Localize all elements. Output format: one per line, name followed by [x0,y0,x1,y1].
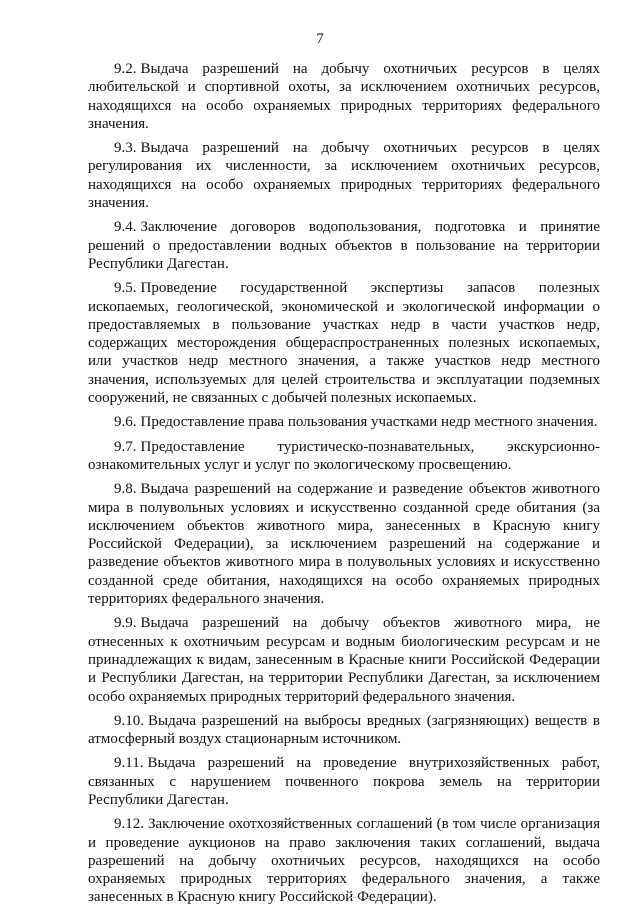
list-item [88,279,600,407]
item-text: Заключение договоров водопользования, подготовка и принятие решений о предоставлении водных объектов в пользование на территории Республики Дагестан. [88,219,600,272]
item-number: 9.9. [114,615,137,632]
item-text: Выдача разрешений на проведение внутрихозяйственных работ, связанных с нарушением почвенного покрова земель на территории Республики Дагестан. [88,755,600,808]
list-item [88,712,600,749]
item-number: 9.7. [114,438,137,455]
item-text: Выдача разрешений на выбросы вредных (загрязняющих) веществ в атмосферный воздух стационарным источником. [88,712,600,748]
list-item [88,815,600,906]
list-item [88,754,600,809]
page-number: 7 [316,31,324,47]
item-text: Проведение государственной экспертизы запасов полезных ископаемых, геологической, экономической и экологической информации о предоставляемых в пользование участках недр в части участков недр, содержащих месторождения общераспространенных полезных ископаемых, или участков недр местного значения, а также участков недр местного значения, используемых для целей строительства и эксплуатации подземных сооружений, не связанных с добычей полезных ископаемых. [88,280,600,407]
item-number: 9.11. [114,755,144,772]
list-item [88,614,600,705]
item-text: Предоставление права пользования участками недр местного значения. [140,414,598,431]
item-text: Предоставление туристическо-познавательных, экскурсионно-ознакомительных услуг и услуг по экологическому просвещению. [88,438,600,473]
list-item [88,413,600,431]
item-number: 9.6. [114,414,137,431]
scan-artifact [350,897,380,900]
item-text: Выдача разрешений на добычу охотничьих ресурсов в целях регулирования их численности, за исключением охотничьих ресурсов, находящихся на особо охраняемых природных территориях федерального значения. [88,140,600,212]
list-item [88,218,600,273]
list-item [88,139,600,212]
item-text: Выдача разрешений на добычу объектов животного мира, не отнесенных к охотничьим ресурсам и водным биологическим ресурсам и не принадлежащих к видам, занесенным в Красные книги Российской Федерации и Республики Дагестан, на территории Республики Дагестан, за исключением особо охраняемых природных территорий федерального значения. [88,615,600,705]
item-text: Выдача разрешений на добычу охотничьих ресурсов в целях любительской и спортивной охоты, за исключением охотничьих ресурсов, находящихся на особо охраняемых природных территориях федерального значения. [88,61,600,132]
item-number: 9.10. [114,712,144,729]
item-number: 9.3. [114,140,137,157]
item-text: Заключение охотхозяйственных соглашений (в том числе организация и проведение аукционов на право заключения таких соглашений, выдача разрешений на добычу охотничьих ресурсов, находящихся на особо охраняемых природных территориях федерального значения, а также занесенных в Красную книгу Российской Федерации). [88,816,600,906]
item-number: 9.2. [114,61,137,77]
item-text: Выдача разрешений на содержание и разведение объектов животного мира в полувольных условиях и искусственно созданной среде обитания (за исключением объектов животного мира, занесенных в Красную книгу Российской Федерации), за исключением разрешений на содержание и разведение объектов животного мира в полувольных условиях и искусственно созданной среде обитания, находящихся на особо охраняемых природных территориях федерального значения. [88,481,600,608]
item-number: 9.4. [114,219,137,236]
item-number: 9.12. [114,816,144,833]
document-body [88,60,600,913]
list-item [88,480,600,608]
list-item [88,438,600,475]
list-item [88,60,600,133]
item-number: 9.8. [114,481,137,498]
item-number: 9.5. [114,280,137,297]
